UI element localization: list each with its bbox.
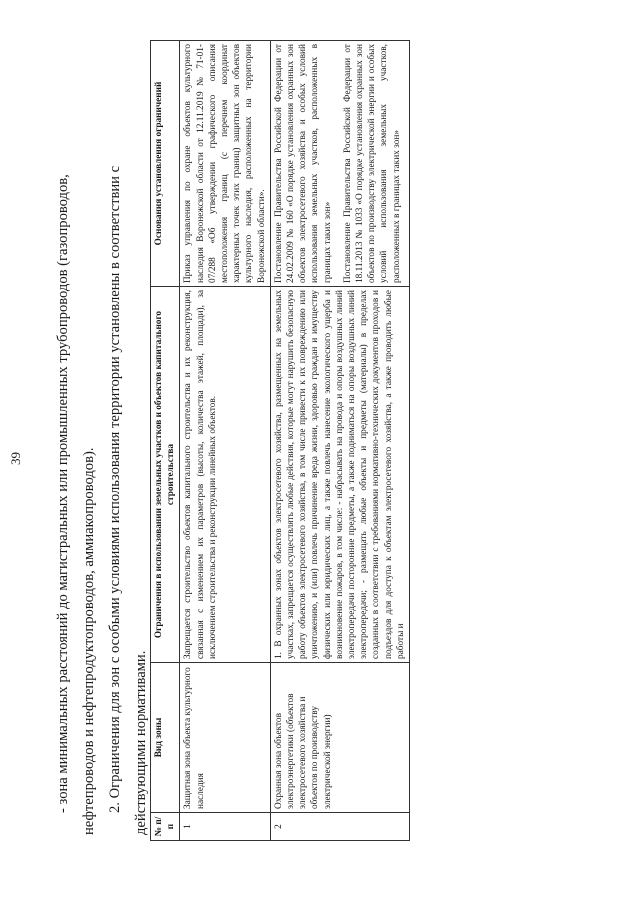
page-number: 39 [8, 452, 23, 465]
row-zone: Охранная зона объектов электроэнергетики (объектов электросетевого хозяйства и объектов по производству электрической энергии) [270, 663, 409, 813]
table-row [270, 41, 409, 841]
table-row [180, 41, 270, 841]
intro-line-1: - зона минимальных расстояний до магистральных или промышленных трубопроводов (газопроводов, [55, 174, 71, 813]
row-zone: Защитная зона объекта культурного наследия [180, 663, 270, 813]
header-zone: Вид зоны [151, 663, 180, 813]
row-basis [180, 41, 270, 287]
intro-text [50, 45, 154, 835]
row-num: 1 [180, 813, 270, 841]
basis-text: Постановление Правительства Российской Федерации от 24.02.2009 № 160 «О порядке установления охранных зон объектов электросетевого хозяйства и особых условий использования земельных участков, расположенных в границах таких зон» [273, 44, 333, 283]
row-restrictions: 1. В охранных зонах объектов электросетевого хозяйства, размещенных на земельных участках, запрещается осуществлять любые действия, которые могут нарушить безопасную работу объектов электросетевого хозяйства, в том числе привести к их повреждению или уничтожению, и (или) повлечь причинение вреда жизни, здоровью граждан и имуществу физических или юридических лиц, а также повлечь нанесение экологического ущерба и возникновение пожаров, в том числе: - набрасывать на провода и опоры воздушных линий электропередачи посторонние предметы, а также подниматься на опоры воздушных линий электропередачи; - размещать любые объекты и предметы (материалы) в пределах созданных в соответствии с требованиями нормативно-технических документов проходов и подъездов для доступа к объектам электросетевого хозяйства, а также проводить любые работы и [270, 287, 409, 663]
intro-line-3: 2. Ограничения для зон с особыми условиями использования территории установлены в соответствии с [107, 165, 123, 813]
header-restrictions: Ограничения в использовании земельных участков и объектов капитального строительства [151, 287, 180, 663]
intro-line-2: нефтепроводов и нефтепродуктопроводов, аммиакопроводов). [81, 447, 97, 835]
intro-line-4: действующими нормативами. [133, 650, 149, 835]
basis-text: Приказ управления по охране объектов культурного наследия Воронежской области от 12.11.2019 № 71-01-07/288 «Об утверждении графического описания местоположения границ (с перечнем координат характерных точек этих границ) защитных зон объектов культурного наследия, расположенных на территории Воронежской области». [183, 44, 267, 283]
header-basis: Основания установления ограничений [151, 41, 180, 287]
table-header-row [151, 41, 180, 841]
header-num: № п/п [151, 813, 180, 841]
basis-text: Постановление Правительства Российской Федерации от 18.11.2013 № 1033 «О порядке установления охранных зон объектов по производству электрической энергии и особых условий использования земельных участков, расположенных в границах таких зон» [342, 44, 402, 283]
row-num: 2 [270, 813, 409, 841]
row-basis [270, 41, 409, 287]
row-restrictions: Запрещается строительство объектов капитального строительства и их реконструкция, связанная с изменением их параметров (высоты, количества этажей, площади), за исключением строительства и реконструкции линейных объектов. [180, 287, 270, 663]
zones-table [150, 40, 410, 841]
